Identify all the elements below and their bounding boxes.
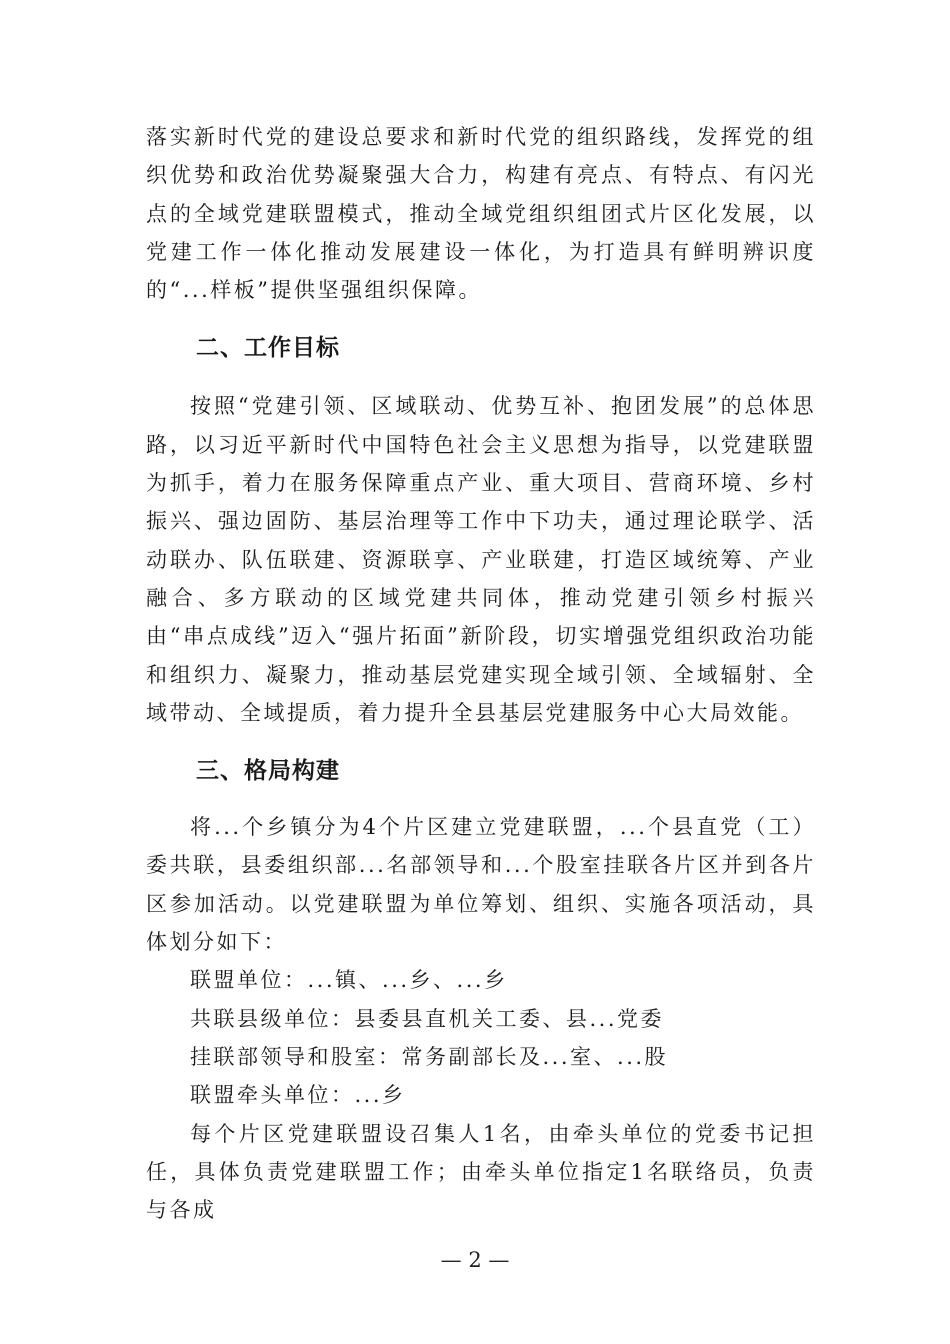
- list-item-leaders-offices: 挂联部领导和股室：常务副部长及...室、...股: [190, 1044, 669, 1069]
- document-body: [146, 118, 816, 1229]
- list-item-lead-unit: 联盟牵头单位：...乡: [190, 1083, 406, 1108]
- layout-paragraph-2: 每个片区党建联盟设召集人1名，由牵头单位的党委书记担任，具体负责党建联盟工作；由牵头单位指定1名联络员，负责与各成: [146, 1121, 816, 1223]
- intro-paragraph: 落实新时代党的建设总要求和新时代党的组织路线，发挥党的组织优势和政治优势凝聚强大合力，构建有亮点、有特点、有闪光点的全域党建联盟模式，推动全域党组织组团式片区化发展，以党建工作一体化推动发展建设一体化，为打造具有鲜明辨识度的“...样板”提供坚强组织保障。: [146, 125, 816, 303]
- layout-paragraph-1: 将...个乡镇分为4个片区建立党建联盟，...个县直党（工）委共联，县委组织部...名部领导和...个股室挂联各片区并到各片区参加活动。以党建联盟为单位筹划、组织、实施各项活动，具体划分如下：: [146, 815, 816, 955]
- page-number: — 2 —: [440, 1248, 510, 1272]
- work-goals-paragraph: 按照“党建引领、区域联动、优势互补、抱团发展”的总体思路，以习近平新时代中国特色社会主义思想为指导，以党建联盟为抓手，着力在服务保障重点产业、重大项目、营商环境、乡村振兴、强边固防、基层治理等工作中下功夫，通过理论联学、活动联办、队伍联建、资源联享、产业联建，打造区域统筹、产业融合、多方联动的区域党建共同体，推动党建引领乡村振兴由“串点成线”迈入“强片拓面”新阶段，切实增强党组织政治功能和组织力、凝聚力，推动基层党建实现全域引领、全域辐射、全域带动、全域提质，着力提升全县基层党建服务中心大局效能。: [146, 394, 816, 725]
- section-heading-work-goals: 二、工作目标: [196, 335, 340, 362]
- section-heading-layout-construction: 三、格局构建: [196, 758, 340, 785]
- list-item-county-units: 共联县级单位：县委县直机关工委、县...党委: [190, 1006, 665, 1031]
- list-item-alliance-units: 联盟单位：...镇、...乡、...乡: [190, 968, 508, 993]
